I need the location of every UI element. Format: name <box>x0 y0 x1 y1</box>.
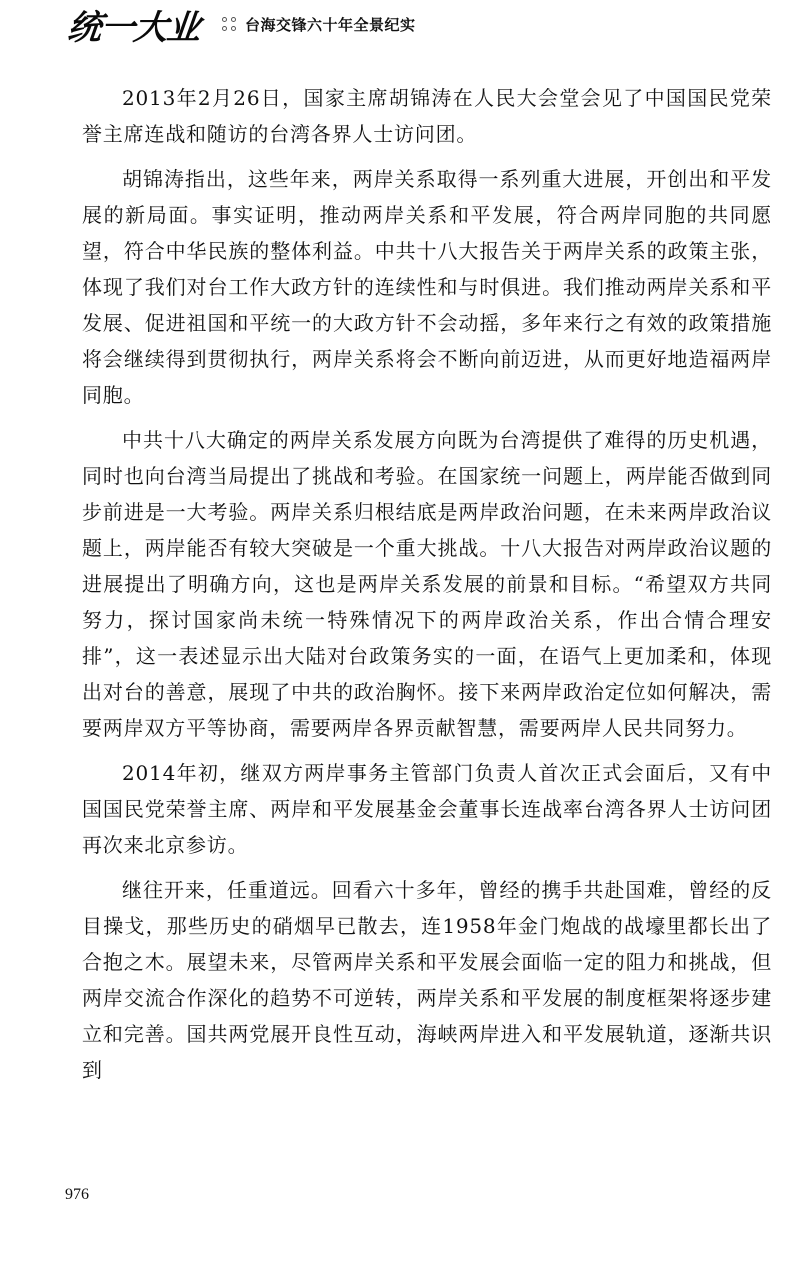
page-body <box>82 80 772 1097</box>
paragraph-3: 中共十八大确定的两岸关系发展方向既为台湾提供了难得的历史机遇，同时也向台湾当局提出了挑战和考验。在国家统一问题上，两岸能否做到同步前进是一大考验。两岸关系归根结底是两岸政治问题，在未来两岸政治议题上，两岸能否有较大突破是一个重大挑战。十八大报告对两岸政治议题的进展提出了明确方向，这也是两岸关系发展的前景和目标。“希望双方共同努力，探讨国家尚未统一特殊情况下的两岸政治关系，作出合情合理安排”，这一表述显示出大陆对台政策务实的一面，在语气上更加柔和，体现出对台的善意，展现了中共的政治胸怀。接下来两岸政治定位如何解决，需要两岸双方平等协商，需要两岸各界贡献智慧，需要两岸人民共同努力。 <box>82 428 772 740</box>
book-subtitle: 台海交锋六十年全景纪实 <box>245 15 416 34</box>
dots-ornament-icon <box>222 17 237 32</box>
paragraph-5: 继往开来，任重道远。回看六十多年，曾经的携手共赴国难，曾经的反目操戈，那些历史的硝烟早已散去，连1958年金门炮战的战壕里都长出了合抱之木。展望未来，尽管两岸关系和平发展会面临一定的阻力和挑战，但两岸交流合作深化的趋势不可逆转，两岸关系和平发展的制度框架将逐步建立和完善。国共两党展开良性互动，海峡两岸进入和平发展轨道，逐渐共识到 <box>82 878 772 1082</box>
paragraph-2: 胡锦涛指出，这些年来，两岸关系取得一系列重大进展，开创出和平发展的新局面。事实证明，推动两岸关系和平发展，符合两岸同胞的共同愿望，符合中华民族的整体利益。中共十八大报告关于两岸关系的政策主张，体现了我们对台工作大政方针的连续性和与时俱进。我们推动两岸关系和平发展、促进祖国和平统一的大政方针不会动摇，多年来行之有效的政策措施将会继续得到贯彻执行，两岸关系将会不断向前迈进，从而更好地造福两岸同胞。 <box>82 167 772 407</box>
paragraph-4: 2014年初，继双方两岸事务主管部门负责人首次正式会面后，又有中国国民党荣誉主席、两岸和平发展基金会董事长连战率台湾各界人士访问团再次来北京参访。 <box>82 761 772 857</box>
running-header <box>65 2 416 48</box>
paragraph-1: 2013年2月26日，国家主席胡锦涛在人民大会堂会见了中国国民党荣誉主席连战和随访的台湾各界人士访问团。 <box>82 86 772 146</box>
book-title-logo: 统一大业 <box>65 7 202 48</box>
page-number: 976 <box>65 1186 89 1203</box>
